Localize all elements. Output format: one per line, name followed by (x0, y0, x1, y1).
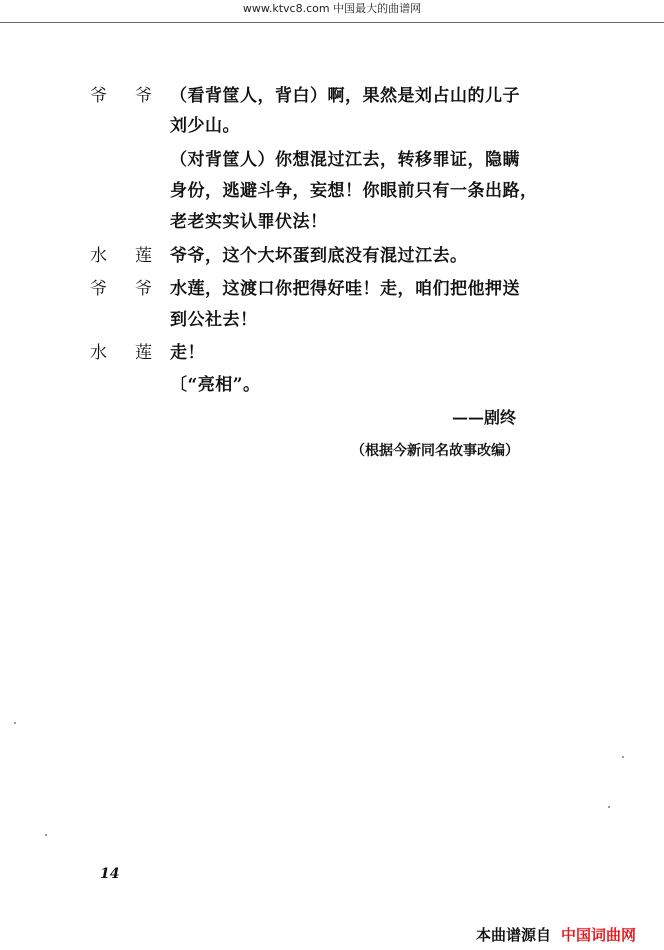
page-number: 14 (100, 866, 120, 882)
speaker-name (90, 244, 152, 268)
speaker-name (90, 84, 152, 108)
scan-speck (45, 834, 47, 836)
dialogue-text: 老老实实认罪伏法！ (170, 212, 328, 232)
scan-speck (608, 806, 610, 808)
speaker-char: 爷 (90, 86, 107, 106)
dialogue-text: 爷爷，这个大坏蛋到底没有混过江去。 (170, 246, 468, 266)
speaker-char: 莲 (135, 343, 152, 363)
header-watermark: www.ktvc8.com 中国最大的曲谱网 (0, 0, 664, 23)
source-note: （根据今新同名故事改编） (351, 443, 519, 459)
footer-credit (476, 924, 636, 945)
speaker-char: 莲 (135, 246, 152, 266)
stage-direction: 〔“亮相”。 (170, 375, 261, 395)
curtain-end: ——剧终 (451, 408, 516, 427)
dialogue-text: （看背筐人，背白）啊，果然是刘占山的儿子 (170, 86, 520, 106)
dialogue-text: 到公社去！ (170, 310, 258, 330)
speaker-char: 水 (90, 246, 107, 266)
speaker-char: 水 (90, 343, 107, 363)
footer-credit-prefix: 本曲谱源自 (475, 926, 551, 944)
speaker-char: 爷 (90, 279, 107, 299)
speaker-char: 爷 (135, 279, 152, 299)
speaker-name (90, 277, 152, 301)
scan-speck (622, 756, 624, 758)
footer-credit-site: 中国词曲网 (560, 926, 636, 944)
speaker-char: 爷 (135, 86, 152, 106)
speaker-name (90, 341, 152, 365)
scan-speck (14, 722, 16, 724)
dialogue-text: （对背筐人）你想混过江去，转移罪证，隐瞒 (170, 150, 520, 170)
dialogue-text: 走！ (170, 343, 205, 363)
dialogue-text: 水莲，这渡口你把得好哇！走，咱们把他押送 (170, 279, 520, 299)
dialogue-text: 身份，逃避斗争，妄想！你眼前只有一条出路， (170, 181, 538, 201)
dialogue-text: 刘少山。 (170, 116, 240, 136)
